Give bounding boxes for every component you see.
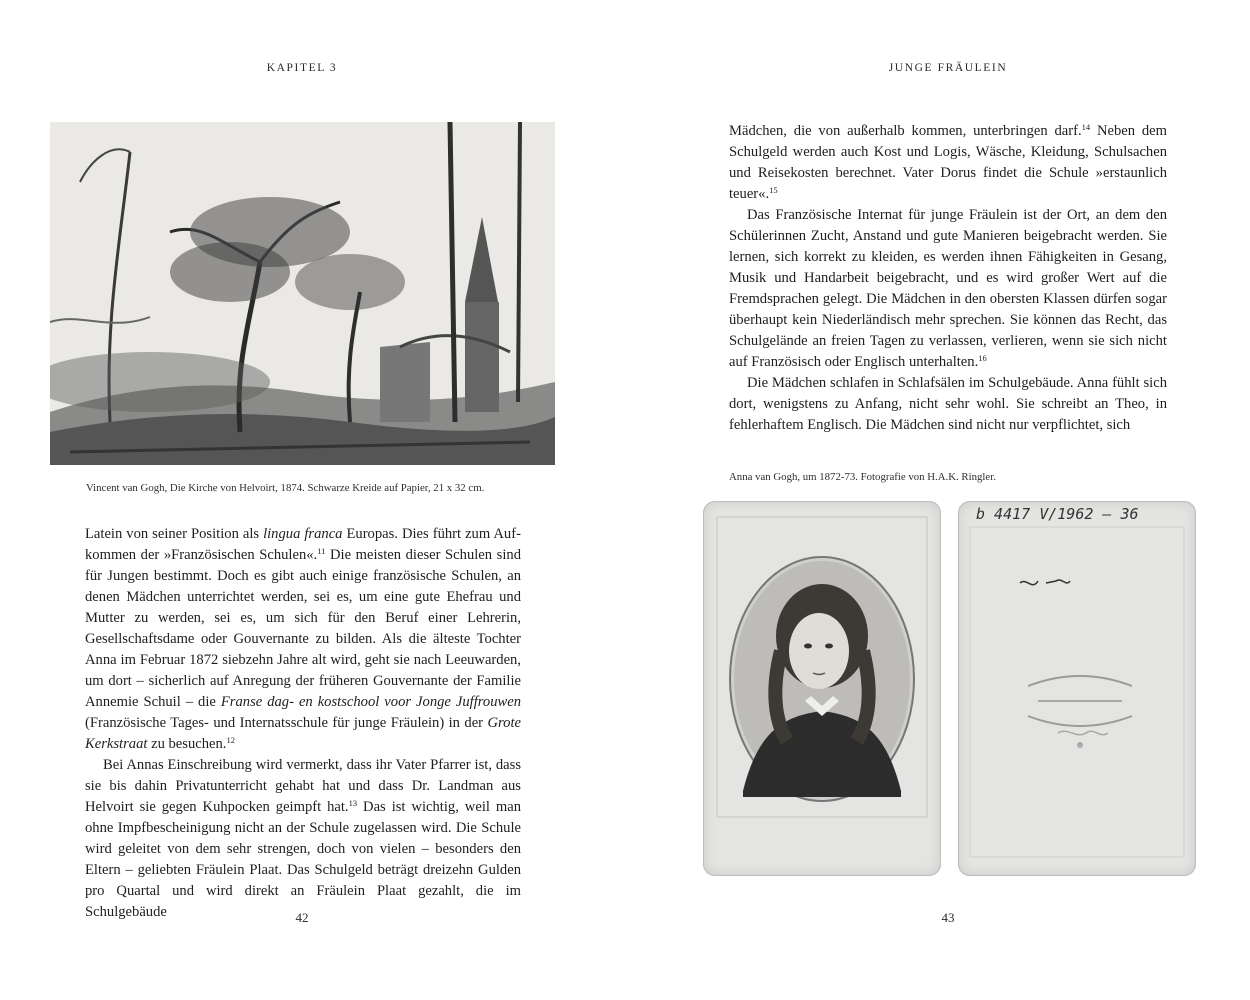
paragraph: Das Französische Internat für junge Fräulein ist der Ort, an dem den Schülerinnen Zucht, Anstand und gute Manieren beigebracht werden. Sie lernen, sich korrekt zu kleiden, es werden ihnen Fähigkeiten in Gesang, Musik und Handarbeit beigebracht, und es wird großer Wert auf die Fremdsprachen gelegt. Die Mädchen in den obersten Klassen dürfen sogar überhaupt kein Niederländisch mehr sprechen. Sie können das Recht, das Schulgelände an freien Tagen zu verlassen, verlieren, wenn sie sich nicht auf Französisch oder Englisch unterhalten.$^{16}$ — [729, 207, 1167, 370]
page-number-right: 43 — [941, 910, 955, 925]
church-sketch-image — [50, 122, 555, 465]
right-page — [625, 0, 1250, 1000]
card-archive-number: b 4417 V/1962 – 36 — [976, 505, 1139, 523]
card-back-photo — [958, 501, 1196, 876]
paragraph: Latein von seiner Position als lingua franca Europas. Dies führt zum Aufkommen der »Französischen Schulen«.$^{11}$ Die meisten dieser Schulen sind für Jungen bestimmt. Doch es gibt auch einige französische Schulen, an denen Mädchen unterrichtet werden, sei es, um eine gute Ehefrau und Mutter zu werden, sei es, um sich für den Beruf einer Lehrerin, Gesellschaftsdame oder Gouvernante zu bilden. Als die älteste Tochter Anna im Februar 1872 siebzehn Jahre alt wird, geht sie nach Leeuwarden, um dort – sicherlich auf Anregung der früheren Gouvernante der Familie Annemie Schuil – die Franse dag- en kostschool voor Jonge Juffrouwen (Französische Tages- und Internatsschule für junge Fräulein) in der Grote Kerkstraat zu besuchen.$^{12}$ — [85, 526, 521, 752]
sketch-caption: Vincent van Gogh, Die Kirche von Helvoirt, 1874. Schwarze Kreide auf Papier, 21 x 32 cm. — [86, 482, 485, 494]
paragraph: Die Mädchen schlafen in Schlafsälen im Schulgebäude. Anna fühlt sich dort, wenigstens zu Anfang, nicht sehr wohl. Sie schreibt an Theo, in fehlerhaftem Englisch. Die Mädchen sind nicht nur verpflichtet, sich — [729, 375, 1167, 433]
running-head-left: KAPITEL 3 — [266, 62, 338, 74]
right-body-text — [729, 121, 1167, 436]
photo-caption: Anna van Gogh, um 1872-73. Fotografie von H.A.K. Ringler. — [729, 471, 996, 483]
running-head-right: JUNGE FRÄULEIN — [888, 62, 1008, 74]
paragraph: Mädchen, die von außerhalb kommen, unterbringen darf.$^{14}$ Neben dem Schulgeld werden auch Kost und Logis, Wäsche, Kleidung, Schulsachen und Reisekosten berechnet. Vater Dorus findet die Schule »erstaunlich teuer«.$^{15}$ — [729, 122, 1167, 202]
left-body-text — [85, 524, 521, 923]
portrait-photo-card — [703, 501, 941, 876]
page-number-left: 42 — [295, 910, 309, 925]
paragraph: Bei Annas Einschreibung wird vermerkt, dass ihr Vater Pfarrer ist, dass sie bis dahin Privatunterricht gehabt hat und dass Dr. Landman aus Helvoirt sie gegen Kuhpocken geimpft hat.$^{13}$ Das ist wichtig, weil man ohne Impfbescheinigung nicht an der Schule zugelassen wird. Die Schule wird geleitet von dem sehr strengen, doch von vielen – besonders den Eltern – geliebten Fräulein Plaat. Das Schulgeld beträgt dreizehn Gulden pro Quartal und wird direkt an Fräulein Plaat gezahlt, die im Schulgebäude — [85, 757, 522, 920]
